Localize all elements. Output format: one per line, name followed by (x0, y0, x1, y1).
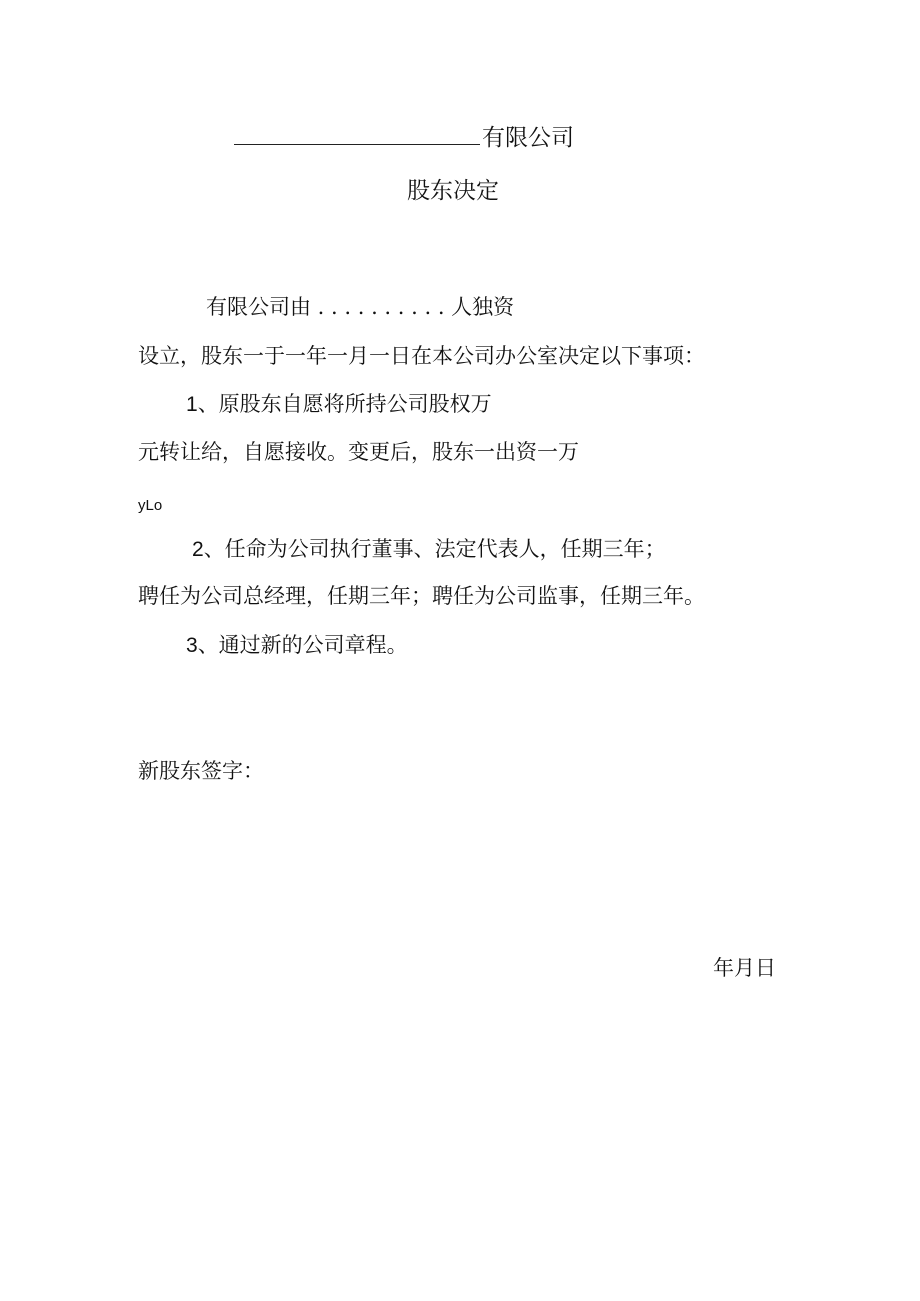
item-2-line (192, 535, 666, 564)
item-2-text: 、任命为公司执行董事、法定代表人，任期三年； (203, 537, 666, 561)
item-1-line (186, 390, 492, 419)
company-title-suffix: 有限公司 (482, 125, 574, 151)
signature-label: 新股东签字： (138, 759, 264, 783)
item-3-text: 、通过新的公司章程。 (197, 633, 408, 657)
item-2-continuation: 聘任为公司总经理，任期三年；聘任为公司监事，任期三年。 (138, 584, 705, 608)
item-1-number: 1 (186, 393, 198, 416)
item-1-continuation: 元转让给，自愿接收。变更后，股东一出资一万 (138, 440, 579, 464)
document-title: 股东决定 (407, 178, 499, 204)
company-title-line (234, 124, 574, 152)
item-3-number: 3 (186, 634, 198, 657)
company-name-blank (234, 124, 480, 145)
intro-paragraph-line-2: 设立，股东一于一年一月一日在本公司办公室决定以下事项： (138, 344, 705, 368)
stray-text: yLo (138, 497, 163, 514)
item-3-line (186, 631, 408, 660)
date-label: 年月日 (713, 956, 776, 980)
item-2-number: 2 (192, 538, 204, 561)
item-1-text: 、原股东自愿将所持公司股权万 (197, 392, 492, 416)
intro-paragraph-line-1: 有限公司由 . . . . . . . . . . 人独资 (206, 295, 515, 319)
